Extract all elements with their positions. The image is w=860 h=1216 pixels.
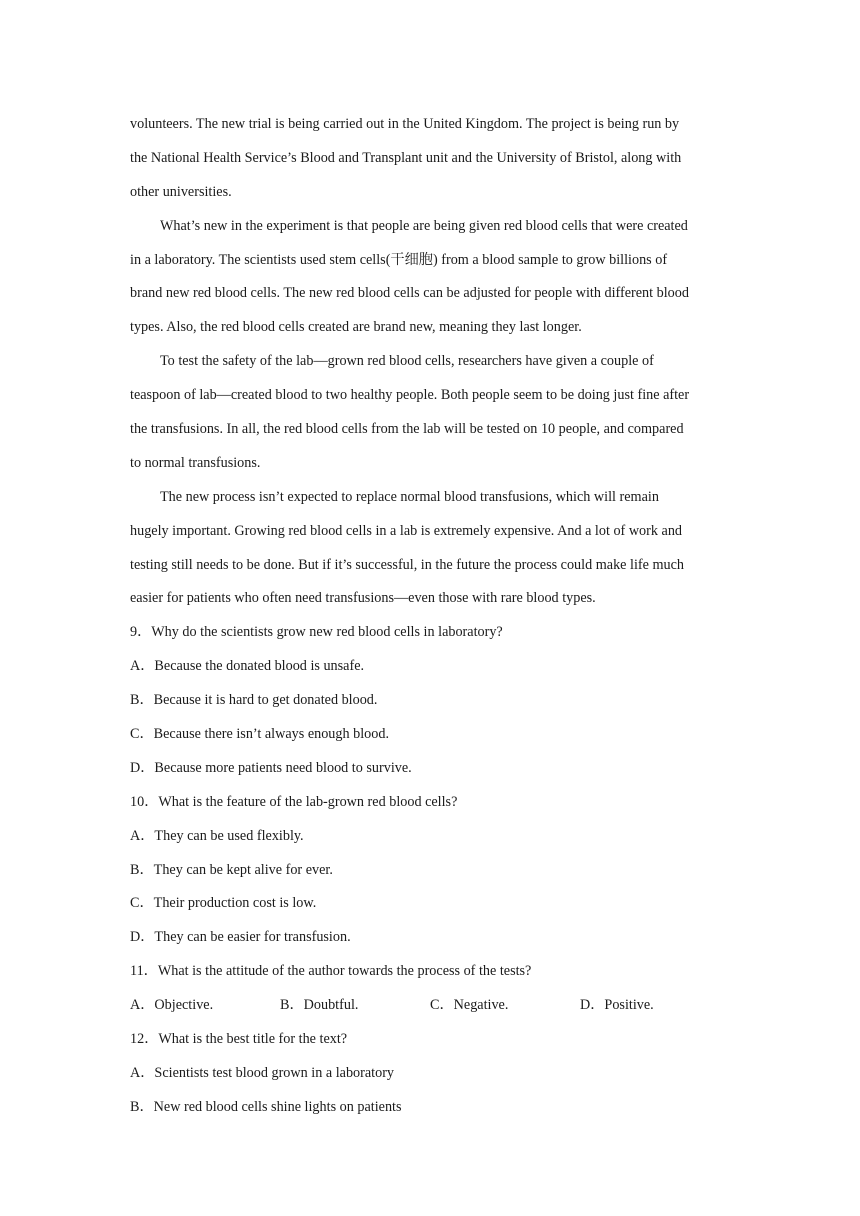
passage-line: types. Also, the red blood cells created are brand new, meaning they last longer. [130,319,582,336]
passage-line: in a laboratory. The scientists used stem cells(干细胞) from a blood sample to grow billions of [130,251,668,268]
question-9 [130,616,735,785]
passage-line: volunteers. The new trial is being carried out in the United Kingdom. The project is being run by [130,116,680,132]
answer-option-c[interactable]: C．Their production cost is low. [130,895,317,912]
question-stem: 11．What is the attitude of the author towards the process of the tests? [130,963,532,980]
passage-line: What’s new in the experiment is that people are being given red blood cells that were created [160,217,688,234]
answer-option-d[interactable]: D．Because more patients need blood to survive. [130,759,412,776]
passage-line: the National Health Service’s Blood and Transplant unit and the University of Bristol, along with [130,149,682,166]
answer-option-b[interactable]: B．Doubtful. [280,997,359,1014]
question-11 [130,955,735,1023]
passage-line: easier for patients who often need transfusions—even those with rare blood types. [130,590,596,607]
answer-option-c[interactable]: C．Negative. [430,997,509,1014]
passage-line: to normal transfusions. [130,454,261,471]
answer-option-a[interactable]: A．They can be used flexibly. [130,827,304,844]
passage-line: teaspoon of lab—created blood to two healthy people. Both people seem to be doing just fine after [130,387,690,404]
question-stem: 10．What is the feature of the lab-grown red blood cells? [130,793,458,810]
question-stem: 9．Why do the scientists grow new red blood cells in laboratory? [130,624,503,641]
question-12 [130,1023,735,1125]
answer-option-a[interactable]: A．Objective. [130,997,214,1014]
answer-option-d[interactable]: D．Positive. [580,997,654,1014]
passage-line: To test the safety of the lab—grown red blood cells, researchers have given a couple of [160,353,654,370]
passage-line: The new process isn’t expected to replace normal blood transfusions, which will remain [160,488,659,505]
answer-option-b[interactable]: B．Because it is hard to get donated blood. [130,692,378,709]
passage-line: brand new red blood cells. The new red blood cells can be adjusted for people with different blood [130,285,689,302]
passage-line: other universities. [130,183,232,200]
answer-option-c[interactable]: C．Because there isn’t always enough blood. [130,726,389,743]
question-10 [130,786,735,955]
passage-line: hugely important. Growing red blood cells in a lab is extremely expensive. And a lot of work and [130,522,683,539]
answer-option-a[interactable]: A．Scientists test blood grown in a laboratory [130,1064,395,1081]
answer-options-row [130,989,735,1023]
document-content [130,108,735,1125]
answer-option-a[interactable]: A．Because the donated blood is unsafe. [130,658,365,675]
passage-line: the transfusions. In all, the red blood cells from the lab will be tested on 10 people, and compared [130,421,684,438]
answer-option-b[interactable]: B．New red blood cells shine lights on patients [130,1098,402,1115]
passage-line: testing still needs to be done. But if it’s successful, in the future the process could make life much [130,556,684,573]
question-stem: 12．What is the best title for the text? [130,1031,348,1048]
answer-option-d[interactable]: D．They can be easier for transfusion. [130,929,351,946]
answer-option-b[interactable]: B．They can be kept alive for ever. [130,861,333,878]
reading-passage [130,108,735,616]
